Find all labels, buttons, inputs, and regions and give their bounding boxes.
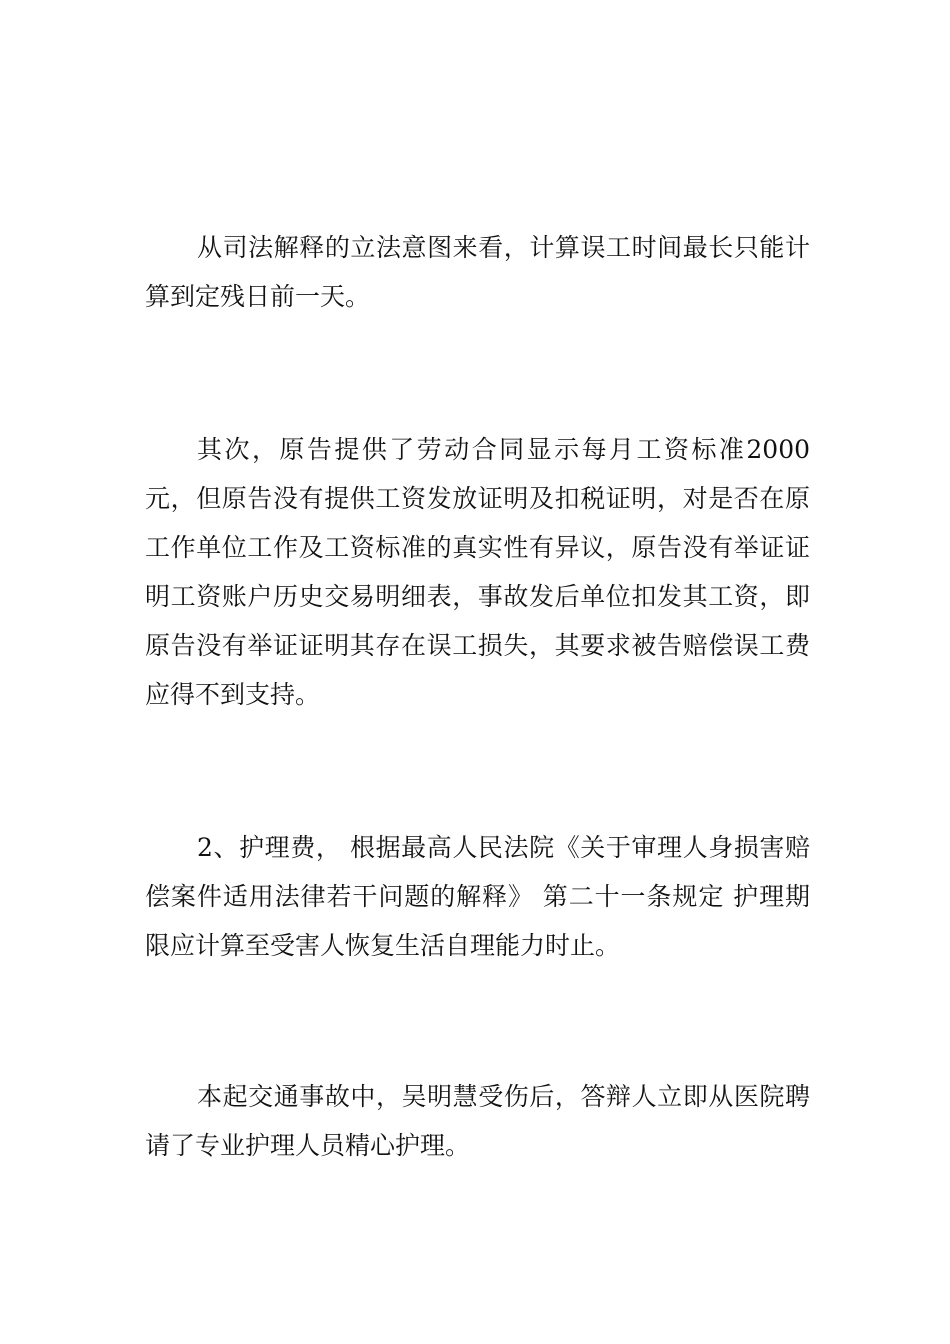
paragraph-salary-evidence: 其次，原告提供了劳动合同显示每月工资标准2000元，但原告没有提供工资发放证明及扣税证明，对是否在原工作单位工作及工资标准的真实性有异议，原告没有举证证明工资账户历史交易明细表，事故发后单位扣发其工资，即原告没有举证证明其存在误工损失，其要求被告赔偿误工费应得不到支持。 [145,435,810,709]
paragraph-nursing-fee: 2、护理费， 根据最高人民法院《关于审理人身损害赔偿案件适用法律若干问题的解释》 第二十一条规定 护理期限应计算至受害人恢复生活自理能力时止。 [145,833,810,960]
paragraph-nursing-care: 本起交通事故中，吴明慧受伤后，答辩人立即从医院聘请了专业护理人员精心护理。 [145,1082,810,1160]
paragraph-lost-work-time: 从司法解释的立法意图来看，计算误工时间最长只能计算到定残日前一天。 [145,233,810,311]
